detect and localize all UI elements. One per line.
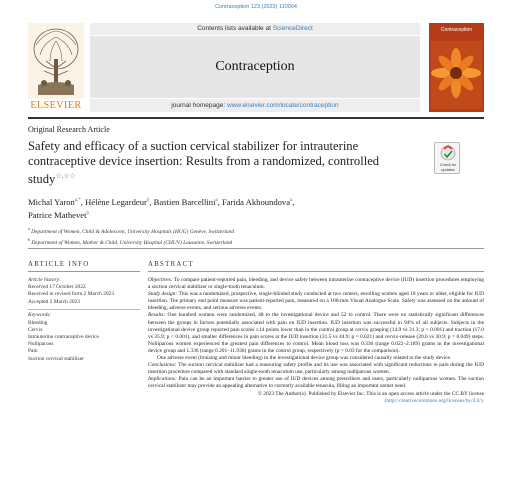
check-updates-icon [435,143,461,163]
abstract-adverse: One adverse event (bruising and minor bleeding) in the investigational device group was considered causally related to the study device. [157,355,452,362]
cover-title: Contraception [440,27,473,33]
info-divider [28,309,140,310]
implications-text: Pain can be an important barrier to greater use of IUD devices among prescribers and users, particularly nulliparous women. The suction cervical stabilizer may provide an appealing alternative to currently available tenacula, filling an important unmet need. [148,376,484,390]
author-separator: , [292,196,295,207]
abstract-heading: ABSTRACT [148,261,194,268]
design-text: This was a randomized, prospective, single-blinded study conducted at two centers, enrolling women aged 18 years or older, eligible for IUD insertion. The primary end point measure was patient-reported pain, measured on a 100-mm Visual Analogue Scale. Safety was assessed on the amount of bleeding, adverse events, and serious adverse events. [148,291,484,312]
abstract-body [148,277,484,405]
license-statement [148,391,484,398]
license-text: © 2023 The Author(s). Published by Elsevier Inc. This is an open access article under the CC BY license [257,390,484,397]
affiliation-text: Department of Women, Mother & Child, University Hospital (CHUV) Lausanne, Switzerland [31,239,233,246]
affiliation [28,236,468,247]
journal-cover-image[interactable] [429,23,484,112]
journal-citation[interactable]: Contraception 123 (2023) 110004 [215,4,297,10]
homepage-link[interactable]: www.elsevier.com/locate/contraception [227,102,339,109]
abstract-conclusions [148,362,484,376]
history-label: Article history: [28,277,61,283]
abstract-design [148,291,484,312]
conclusions-text: The suction cervical stabilizer had a reassuring safety profile and its use was associated with significant reductions in pain during the IUD insertion procedure compared with standard single-tooth tenaculum use, particularly among nulliparous women. [148,362,484,376]
author-name: Bastien Barcellini [153,196,216,207]
journal-header [28,23,484,114]
author-separator: , [217,196,223,207]
keyword: Bleeding [28,319,48,326]
affiliation-mark: b [28,236,30,242]
author-name: Farida Akhoundova [222,196,291,207]
sciencedirect-link[interactable]: ScienceDirect [272,25,313,32]
affiliation-text: Department of Women, Child & Adolescent, University Hospitals (HUG) Genève, Switzerland [31,228,235,235]
elsevier-wordmark: ELSEVIER [30,100,82,111]
journal-banner [90,23,420,112]
contents-line [90,23,420,35]
author-separator: , [149,196,154,207]
author-separator: , [80,196,86,207]
journal-name-box [90,36,420,98]
affiliation [28,225,468,236]
keywords-label: Keywords: [28,312,52,319]
keyword: Suction cervical stabilizer [28,355,84,362]
author[interactable] [154,197,222,207]
author-name: Patrice Mathevet [28,210,87,221]
license-link[interactable]: (http://creativecommons.org/licenses/by/4.0/). [384,397,484,404]
abstract-implications [148,376,484,390]
header-divider [28,117,484,119]
implications-label: Implications: [148,376,177,383]
conclusions-label: Conclusions: [148,362,177,369]
author-affil-mark[interactable]: b [86,211,89,217]
results-label: Results: [148,312,166,319]
journal-name: Contraception [215,59,295,74]
article-info-rule [28,271,140,272]
keyword: Intrauterine contraceptive device [28,333,99,340]
affiliation-divider [28,248,484,249]
author-affil-mark[interactable]: a,* [74,198,81,203]
author-name: Hélène Legardeur [85,196,147,207]
results-text: One hundred women were randomized, 48 to the investigational device and 52 to control. There were no statistically significant differences between the groups in factors potentially associated with pain on IUD insertion. IUD insertion was successful in 94% of all subjects. Subjects in the investigational device group reported pain scores ≥14 points lower than in the control group at cervix grasping (14.9 vs 31.3; p < 0.001) and traction (17.0 vs 35.9; p < 0.001), and smaller differences in pain scores at the IUD insertion (31.5 vs 44.9; p = 0.021) and cervix-release (20.6 vs 30.9; p = 0.049) steps. Nulliparous women experienced the greatest pain differences to control. Mean blood loss was 0.336 (range 0.022–2.189) grams in the investigational device group and 1.336 (range 0.201–11.936) grams in the control group, respectively (p = 0.03 for the comparison). [148,312,484,354]
article-info-panel [28,277,140,363]
affiliations [28,225,468,247]
author[interactable] [85,197,154,207]
elsevier-tree-icon [28,23,84,99]
author[interactable] [28,197,85,207]
contents-prefix: Contents lists available at [197,25,273,32]
design-label: Study design: [148,291,178,298]
check-updates-label: Check for updates [439,163,457,172]
homepage-prefix: journal homepage: [171,102,227,109]
author-affil-mark[interactable]: b [146,198,150,203]
objectives-label: Objectives: [148,277,173,283]
keyword: Pain [28,348,38,355]
homepage-line [90,99,420,112]
author-name: Michal Yaron [28,196,75,207]
article-title-text: Safety and efficacy of a suction cervical stabilizer for intrauterine contraceptive device insertion: Results from a randomized, controlled study [28,139,380,187]
title-footnote-marks[interactable]: ☆,☆☆ [55,172,76,180]
article-title [28,139,423,187]
cover-flower-icon [431,41,482,109]
keyword: Nulliparous [28,341,54,348]
history-item: Received 17 October 2022 [28,284,86,291]
abstract-objectives [148,277,484,291]
author-affil-mark[interactable]: a [290,198,293,203]
author-list [28,195,448,222]
history-item: Received in revised form 2 March 2023 [28,291,114,298]
author[interactable] [222,197,294,207]
author-affil-mark[interactable]: a [215,198,218,203]
abstract-results [148,312,484,355]
keyword: Cervix [28,326,43,333]
objectives-text: To compare patient-reported pain, bleeding, and device safety between intrauterine contraceptive device (IUD) insertion procedures employing a suction cervical stabilizer or single-tooth tenaculum. [148,277,484,291]
author[interactable] [28,210,89,220]
article-type: Original Research Article [28,125,110,134]
history-item: Accepted 2 March 2023 [28,298,80,305]
license-url-line [148,398,484,405]
elsevier-logo[interactable] [28,23,84,112]
article-info-heading: ARTICLE INFO [28,261,90,268]
abstract-rule [148,271,484,272]
affiliation-mark: a [28,226,30,231]
check-for-updates-button[interactable] [434,142,460,174]
